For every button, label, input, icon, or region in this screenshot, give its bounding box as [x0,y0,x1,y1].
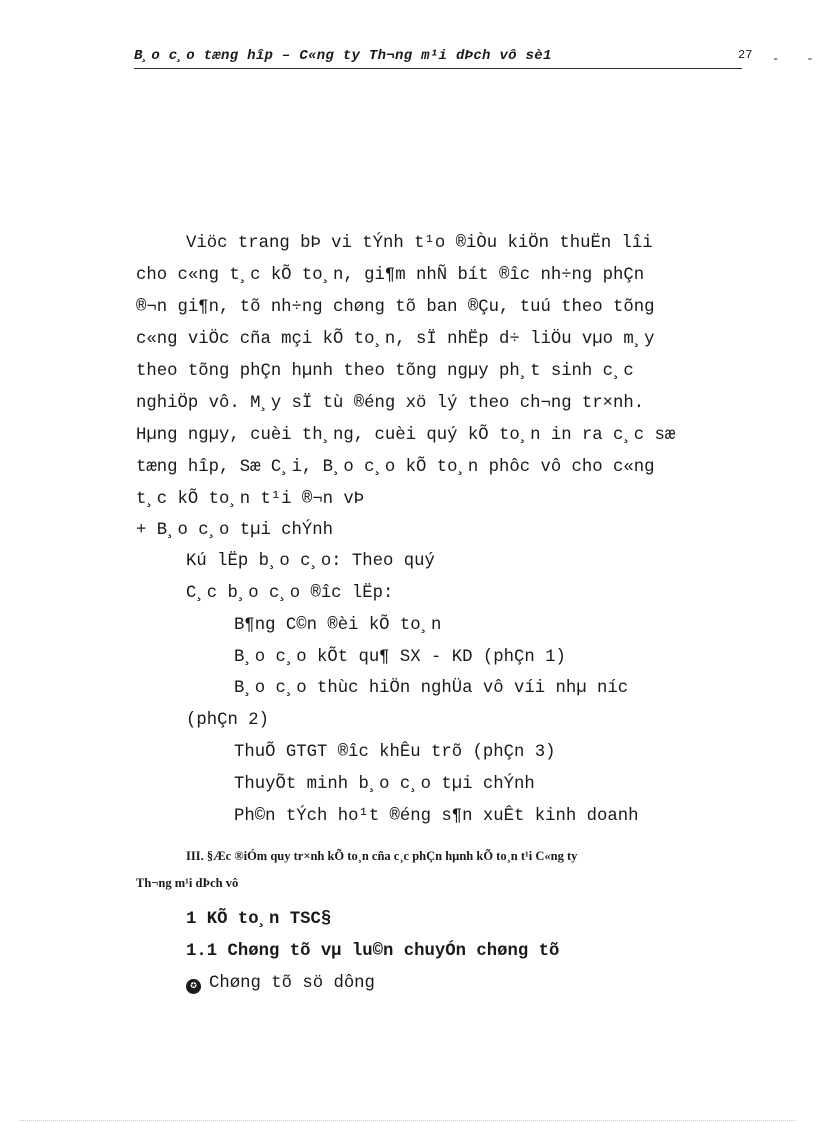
page-number: 27 [738,48,753,62]
report-item: ThuÕ GTGT ®îc khÊu trõ (phÇn 3) [234,743,556,762]
page-bottom-border [20,1120,796,1121]
page-header [134,48,742,69]
report-item-continuation: (phÇn 2) [186,711,269,730]
recycle-star-icon: ✪ [186,979,201,994]
paragraph-line: c«ng viÖc cña mçi kÕ to¸n, sÏ nhËp d÷ liÖu vµo m¸y [136,330,655,349]
report-item: ThuyÕt minh b¸o c¸o tµi chÝnh [234,775,535,794]
report-heading: + B¸o c¸o tµi chÝnh [136,521,334,540]
subsection-heading: 1 KÕ to¸n TSC§ [186,910,332,929]
paragraph-line: cho c«ng t¸c kÕ to¸n, gi¶m nhÑ bít ®îc nh÷ng phÇn [136,266,645,285]
paragraph-line: theo tõng phÇn hµnh theo tõng ngµy ph¸t sinh c¸c [136,362,634,381]
paragraph-line: ®¬n gi¶n, tõ nh÷ng chøng tõ ban ®Çu, tuú theo tõng [136,298,655,317]
report-item: B¶ng C©n ®èi kÕ to¸n [234,616,442,635]
paragraph-line: t¸c kÕ to¸n t¹i ®¬n vÞ [136,490,365,509]
paragraph-line: tæng hîp, Sæ C¸i, B¸o c¸o kÕ to¸n phôc vô cho c«ng [136,458,655,477]
paragraph-line: Viöc trang bÞ vi tÝnh t¹o ®iÒu kiÖn thuËn lîi [186,234,653,253]
report-item: B¸o c¸o thùc hiÖn nghÜa vô víi nhµ níc [234,679,629,698]
subsection-heading: 1.1 Chøng tõ vµ lu©n chuyÓn chøng tõ [186,942,560,961]
section-heading-continuation: Th¬ng m¹i dÞch vô [136,876,239,890]
report-item: B¸o c¸o kÕt qu¶ SX - KD (phÇn 1) [234,648,566,667]
bullet-item [186,974,375,994]
bullet-item-label: Chøng tõ sö dông [209,974,375,993]
section-heading: III. §Æc ®iÓm quy tr×nh kÕ to¸n cña c¸c phÇn hµnh kÕ to¸n t¹i C«ng ty [186,849,578,863]
header-dashes: - - [772,52,824,66]
header-title: B¸o c¸o tæng hîp – C«ng ty Th¬ng m¹i dÞch vô sè1 [134,48,552,64]
reports-intro: C¸c b¸o c¸o ®îc lËp: [186,584,394,603]
paragraph-line: nghiÖp vô. M¸y sÏ tù ®éng xö lý theo ch¬ng tr×nh. [136,394,645,413]
report-item: Ph©n tÝch ho¹t ®éng s¶n xuÊt kinh doanh [234,807,639,826]
period-line: Kú lËp b¸o c¸o: Theo quý [186,552,435,571]
paragraph-line: Hµng ngµy, cuèi th¸ng, cuèi quý kÕ to¸n in ra c¸c sæ [136,426,676,445]
